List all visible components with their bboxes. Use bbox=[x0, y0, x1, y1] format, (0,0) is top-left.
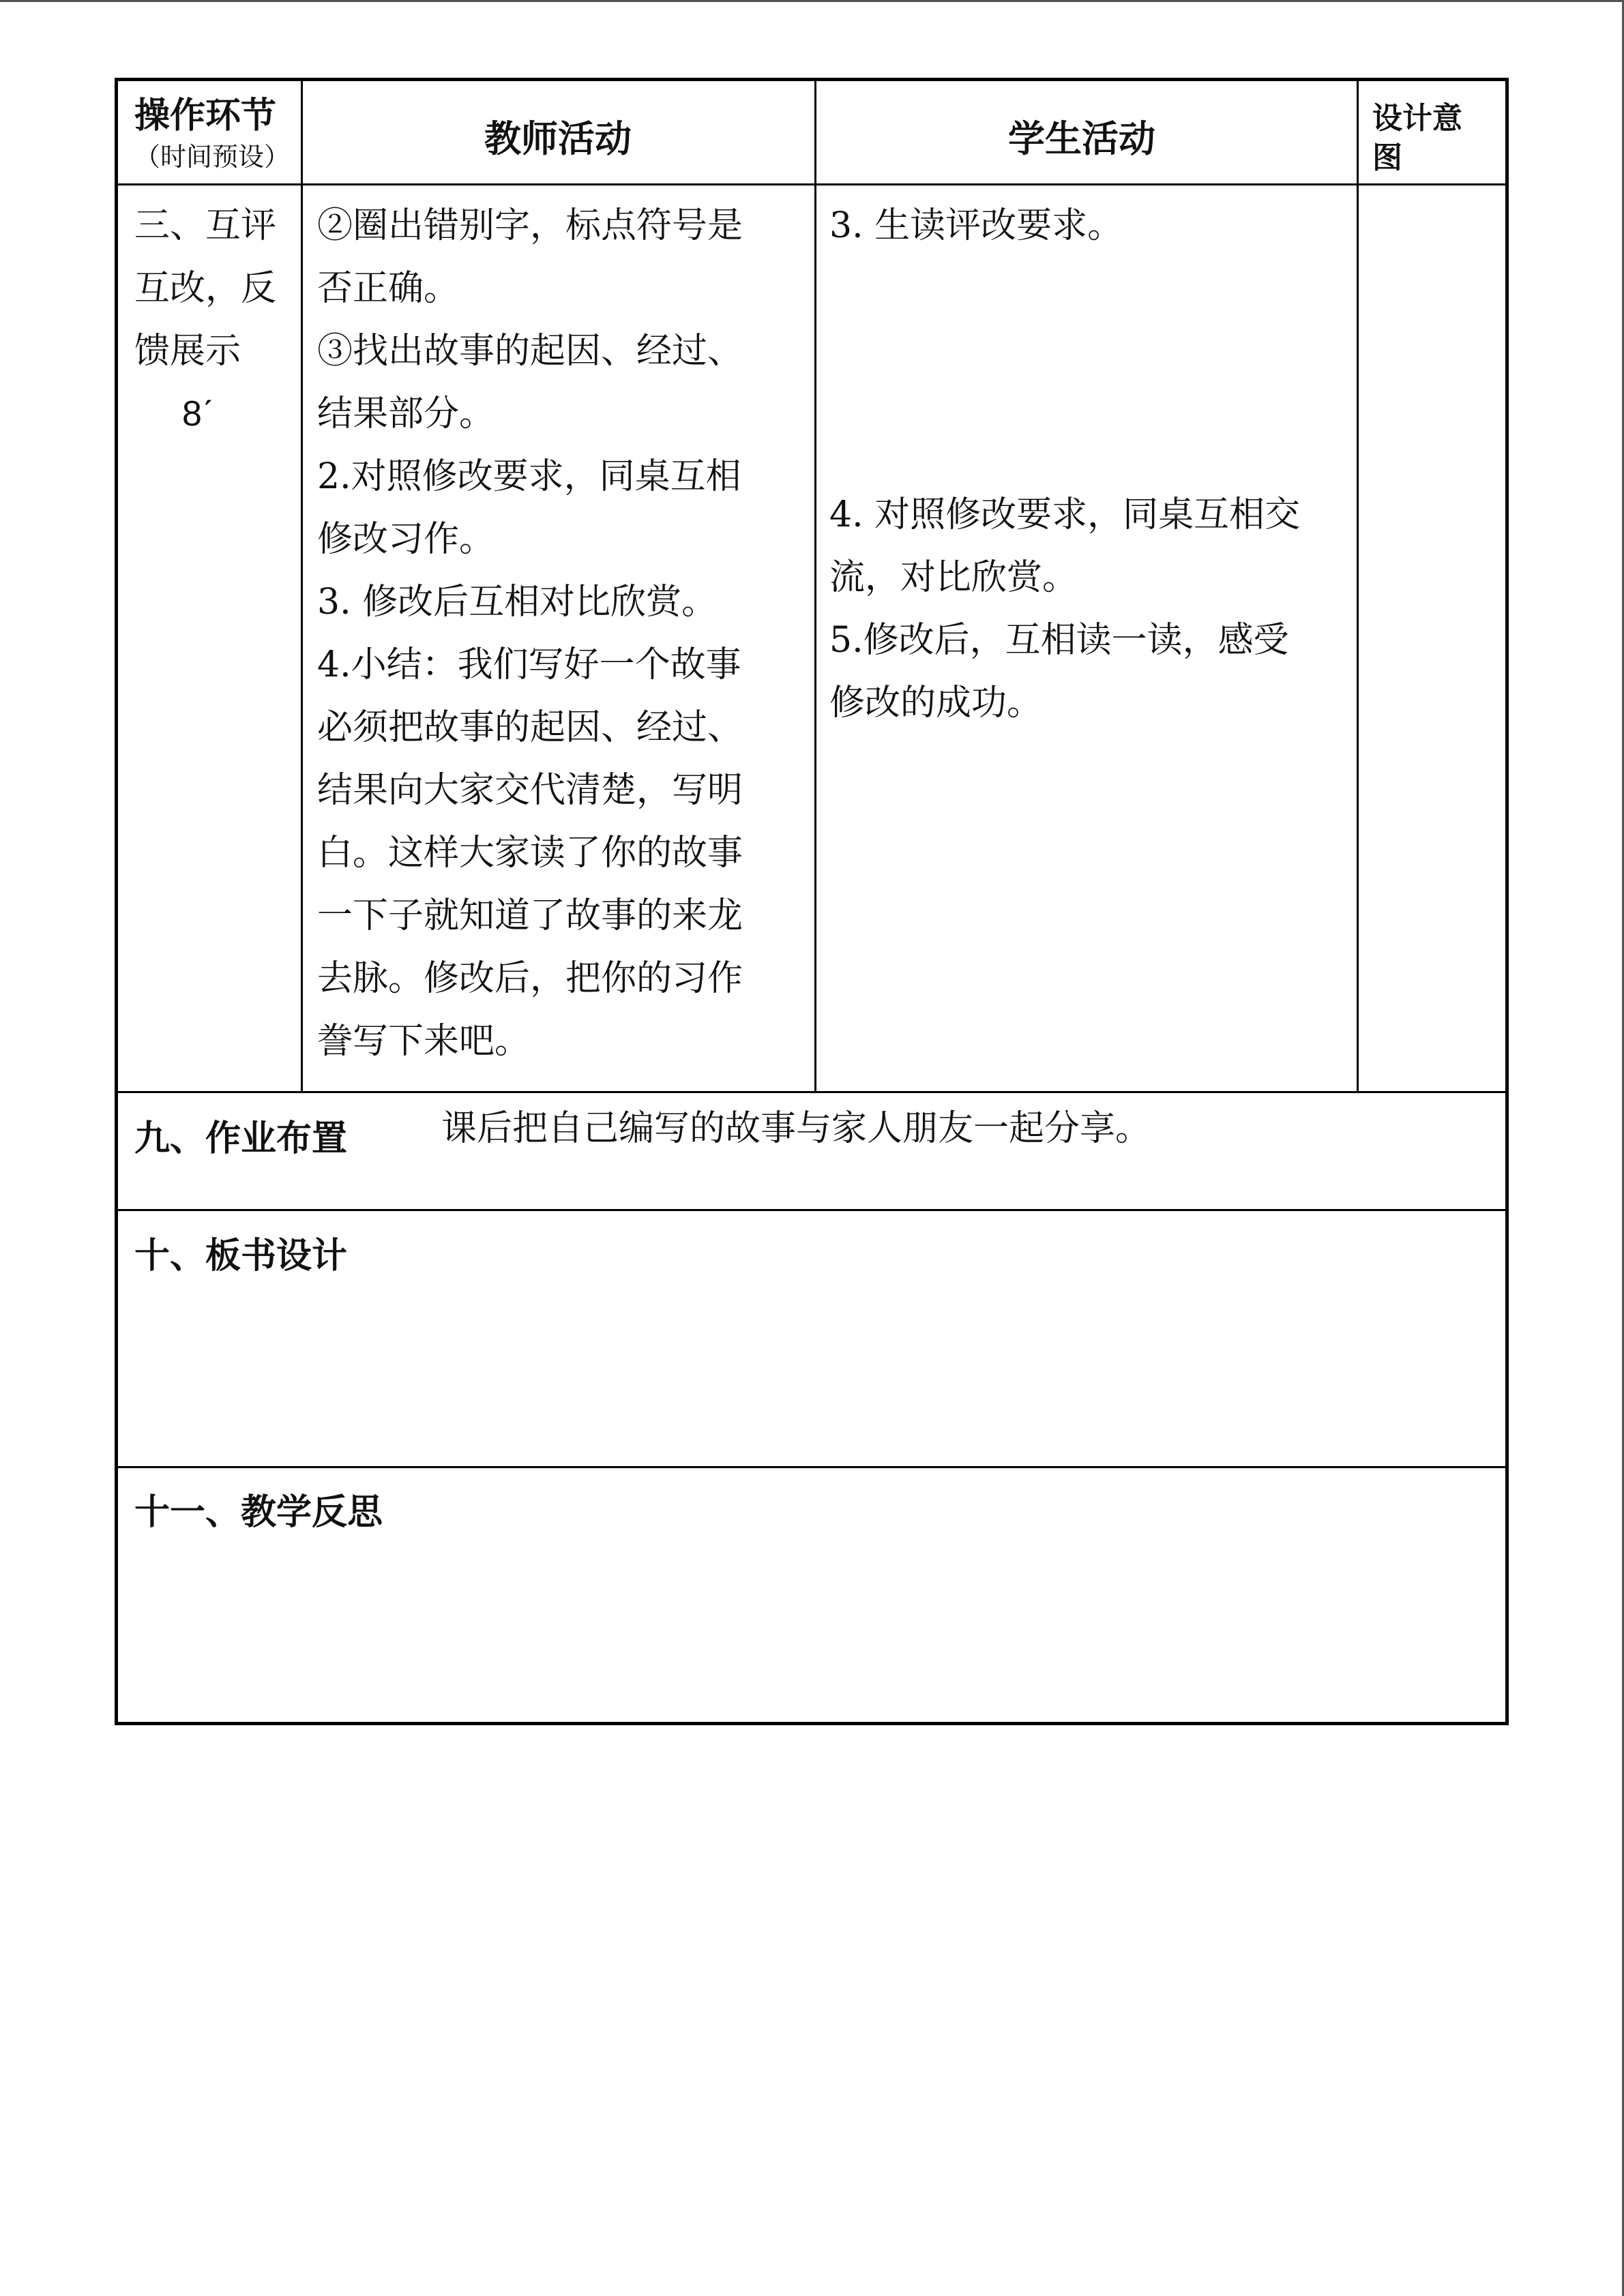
header-intent-line2: 图 bbox=[1372, 140, 1402, 175]
board-design-label: 十、板书设计 bbox=[134, 1236, 348, 1277]
column-divider-3 bbox=[1357, 81, 1359, 1093]
lesson-plan-table bbox=[115, 78, 1509, 1725]
teacher-line: 4.小结：我们写好一个故事 bbox=[317, 644, 741, 685]
teacher-line: 否正确。 bbox=[317, 268, 460, 309]
student-activity-cell-b bbox=[829, 483, 1300, 734]
stage-line: 馈展示 bbox=[134, 331, 241, 372]
teacher-line: ③找出故事的起因、经过、 bbox=[317, 331, 743, 372]
header-student: 学生活动 bbox=[1008, 117, 1155, 160]
teacher-activity-cell bbox=[317, 194, 743, 1073]
page-top-edge bbox=[0, 0, 1624, 2]
teacher-line: 结果向大家交代清楚，写明 bbox=[317, 770, 743, 811]
row-divider-board bbox=[118, 1209, 1505, 1211]
homework-label: 九、作业布置 bbox=[134, 1118, 348, 1159]
teacher-line: 2.对照修改要求，同桌互相 bbox=[317, 456, 741, 497]
teacher-line: 3. 修改后互相对比欣赏。 bbox=[317, 582, 718, 623]
row-divider-homework bbox=[118, 1091, 1505, 1093]
teacher-line: ②圈出错别字，标点符号是 bbox=[317, 205, 743, 246]
student-line: 修改的成功。 bbox=[829, 683, 1043, 724]
teacher-line: 誊写下来吧。 bbox=[317, 1021, 531, 1062]
stage-line: 三、互评 bbox=[134, 205, 277, 246]
header-divider bbox=[118, 183, 1505, 185]
teacher-line: 必须把故事的起因、经过、 bbox=[317, 707, 743, 748]
column-divider-1 bbox=[301, 81, 303, 1093]
teacher-line: 结果部分。 bbox=[317, 393, 495, 434]
header-stage: 操作环节 bbox=[134, 95, 277, 136]
stage-cell bbox=[134, 194, 276, 445]
stage-line: 互改，反 bbox=[134, 268, 277, 309]
teacher-line: 去脉。修改后，把你的习作 bbox=[317, 958, 743, 999]
student-line: 4. 对照修改要求，同桌互相交 bbox=[829, 494, 1301, 535]
header-intent-line1: 设计意 bbox=[1372, 101, 1462, 136]
teacher-line: 一下子就知道了故事的来龙 bbox=[317, 895, 743, 936]
homework-text: 课后把自己编写的故事与家人朋友一起分享。 bbox=[441, 1108, 1151, 1149]
reflection-label: 十一、教学反思 bbox=[134, 1492, 383, 1533]
column-divider-2 bbox=[814, 81, 816, 1093]
teacher-line: 修改习作。 bbox=[317, 519, 495, 560]
row-divider-reflection bbox=[118, 1466, 1505, 1468]
student-activity-cell-a bbox=[829, 194, 1123, 257]
teacher-line: 白。这样大家读了你的故事 bbox=[317, 833, 743, 874]
header-teacher: 教师活动 bbox=[484, 117, 632, 160]
student-line: 5.修改后，互相读一读，感受 bbox=[829, 620, 1289, 661]
stage-time: 8ˊ bbox=[182, 394, 214, 434]
header-stage-sub: （时间预设） bbox=[134, 142, 291, 172]
student-line: 3. 生读评改要求。 bbox=[829, 205, 1123, 246]
student-line: 流，对比欣赏。 bbox=[829, 557, 1078, 598]
